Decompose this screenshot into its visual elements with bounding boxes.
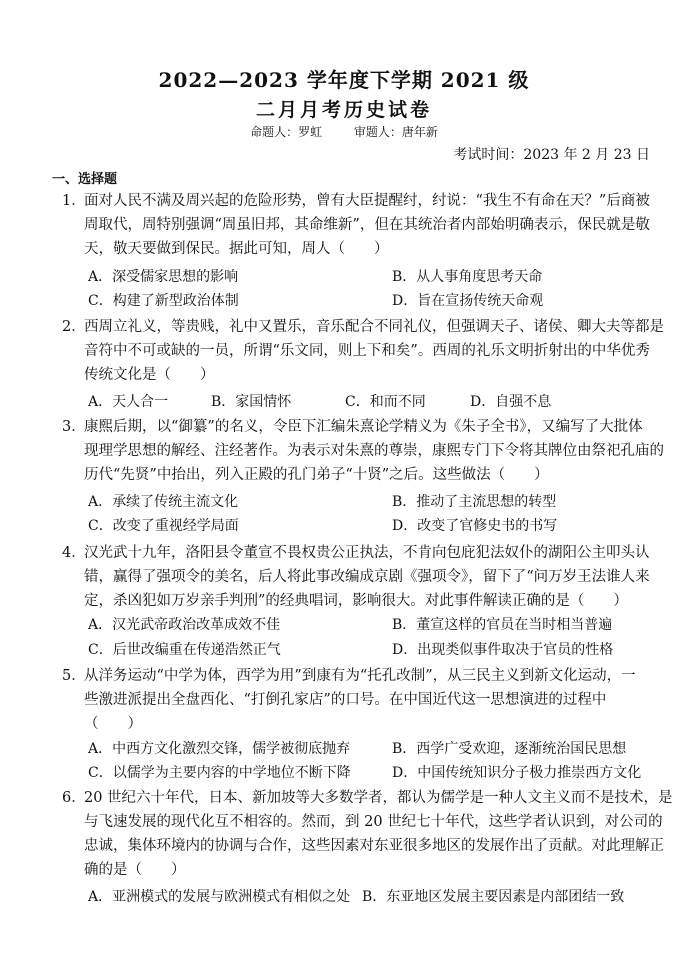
question-text-line: （ ） — [84, 716, 142, 732]
question-text-line: 20 世纪六十年代，日本、新加坡等大多数学者，都认为儒学是一种人文主义而不是技术，是 — [84, 790, 673, 806]
question-text-line: 传统文化是（ ） — [84, 367, 215, 383]
exam-title: 2022—2023 学年度下学期 2021 级 — [158, 68, 530, 92]
question-text-line: 定，杀凶犯如万岁亲手判刑”的经典唱词，影响很大。对此事件解读正确的是（ ） — [84, 593, 628, 609]
option-c: C．构建了新型政治体制 — [88, 293, 239, 309]
option-b: B．从人事角度思考天命 — [392, 269, 543, 285]
option-d: D．出现类似事件取决于官员的性格 — [392, 642, 614, 658]
question-text-line: 现理学思想的解经、注经著作。为表示对朱熹的尊崇，康熙专门下令将其牌位由祭祀孔庙的 — [84, 443, 664, 459]
authors-line — [0, 123, 688, 140]
question-text-line: 汉光武十九年，洛阳县令董宣不畏权贵公正执法，不肯向包庇犯法奴仆的湖阳公主叩头认 — [84, 545, 650, 561]
question-number: 6． — [62, 790, 86, 806]
question-text-line: 确的是（ ） — [84, 862, 186, 878]
question-number: 5． — [62, 668, 86, 684]
question-text-line: 些激进派提出全盘西化、“打倒孔家店”的口号。在中国近代这一思想演进的过程中 — [84, 692, 607, 708]
author: 命题人：罗虹 — [250, 125, 323, 139]
question-text-line: 历代“先贤”中抬出，列入正殿的孔门弟子“十贤”之后。这些做法（ ） — [84, 467, 549, 483]
option-b: B．西学广受欢迎，逐渐统治国民思想 — [392, 741, 627, 757]
option-c: C．后世改编重在传递浩然正气 — [88, 642, 281, 658]
question-number: 4． — [62, 545, 86, 561]
reviewer: 审题人：唐年新 — [353, 125, 438, 139]
question-number: 3． — [62, 419, 86, 435]
question-text-line: 康熙后期，以“御纂”的名义，令臣下汇编朱熹论学精义为《朱子全书》，又编写了大批体 — [84, 419, 643, 435]
option-b: B．推动了主流思想的转型 — [392, 494, 557, 510]
option-d: D．中国传统知识分子极力推崇西方文化 — [392, 765, 642, 781]
exam-subtitle: 二月月考历史试卷 — [255, 99, 432, 121]
option-c: C．以儒学为主要内容的中学地位不断下降 — [88, 765, 351, 781]
question-number: 1． — [62, 193, 86, 209]
option-a: A．中西方文化激烈交锋，儒学被彻底抛弃 — [88, 741, 351, 757]
option-a: A．承续了传统主流文化 — [88, 494, 239, 510]
question-text-line: 周取代，周特别强调“周虽旧邦，其命维新”，但在其统治者内部始明确表示，保民就是敬 — [84, 217, 650, 233]
section-title: 一、选择题 — [52, 172, 118, 187]
option-a: A．天人合一 — [88, 394, 169, 410]
question-text-line: 音符中不可或缺的一员，所谓“乐文同，则上下和矣”。西周的礼乐文明折射出的中华优秀 — [84, 343, 650, 359]
option-c: C．改变了重视经学局面 — [88, 518, 239, 534]
question-text-line: 错，赢得了强项令的美名，后人将此事改编成京剧《强项令》，留下了“问万岁王法谁人来 — [84, 569, 650, 585]
option-a: A．亚洲模式的发展与欧洲模式有相似之处 — [88, 889, 351, 905]
question-text-line: 西周立礼义，等贵贱，礼中又置乐，音乐配合不同礼仪，但强调天子、诸侯、卿大夫等都是 — [84, 319, 664, 335]
question-text-line: 与飞速发展的现代化互不相容的。然而，到 20 世纪七十年代，这些学者认识到，对公司的 — [84, 814, 663, 830]
question-number: 2． — [62, 319, 86, 335]
question-text-line: 面对人民不满及周兴起的危险形势，曾有大臣提醒纣，纣说：“我生不有命在天？”后商被 — [84, 193, 650, 209]
option-b: B．董宣这样的官员在当时相当普遍 — [392, 617, 613, 633]
option-b: B．东亚地区发展主要因素是内部团结一致 — [362, 889, 625, 905]
option-b: B．家国情怀 — [211, 394, 292, 410]
question-text-line: 从洋务运动“中学为体，西学为用”到康有为“托孔改制”，从三民主义到新文化运动，一 — [84, 668, 636, 684]
option-d: D．改变了官修史书的书写 — [392, 518, 558, 534]
option-a: A．深受儒家思想的影响 — [88, 269, 239, 285]
question-text-line: 忠诚，集体环境内的协调与合作，这些因素对东亚很多地区的发展作出了贡献。对此理解正 — [84, 838, 664, 854]
option-a: A．汉光武帝政治改革成效不佳 — [88, 617, 281, 633]
exam-time: 考试时间：2023 年 2 月 23 日 — [453, 147, 650, 163]
question-text-line: 天，敬天要做到保民。据此可知，周人（ ） — [84, 241, 389, 257]
option-d: D．自强不息 — [470, 394, 552, 410]
option-c: C．和而不同 — [345, 394, 426, 410]
option-d: D．旨在宣扬传统天命观 — [392, 293, 544, 309]
